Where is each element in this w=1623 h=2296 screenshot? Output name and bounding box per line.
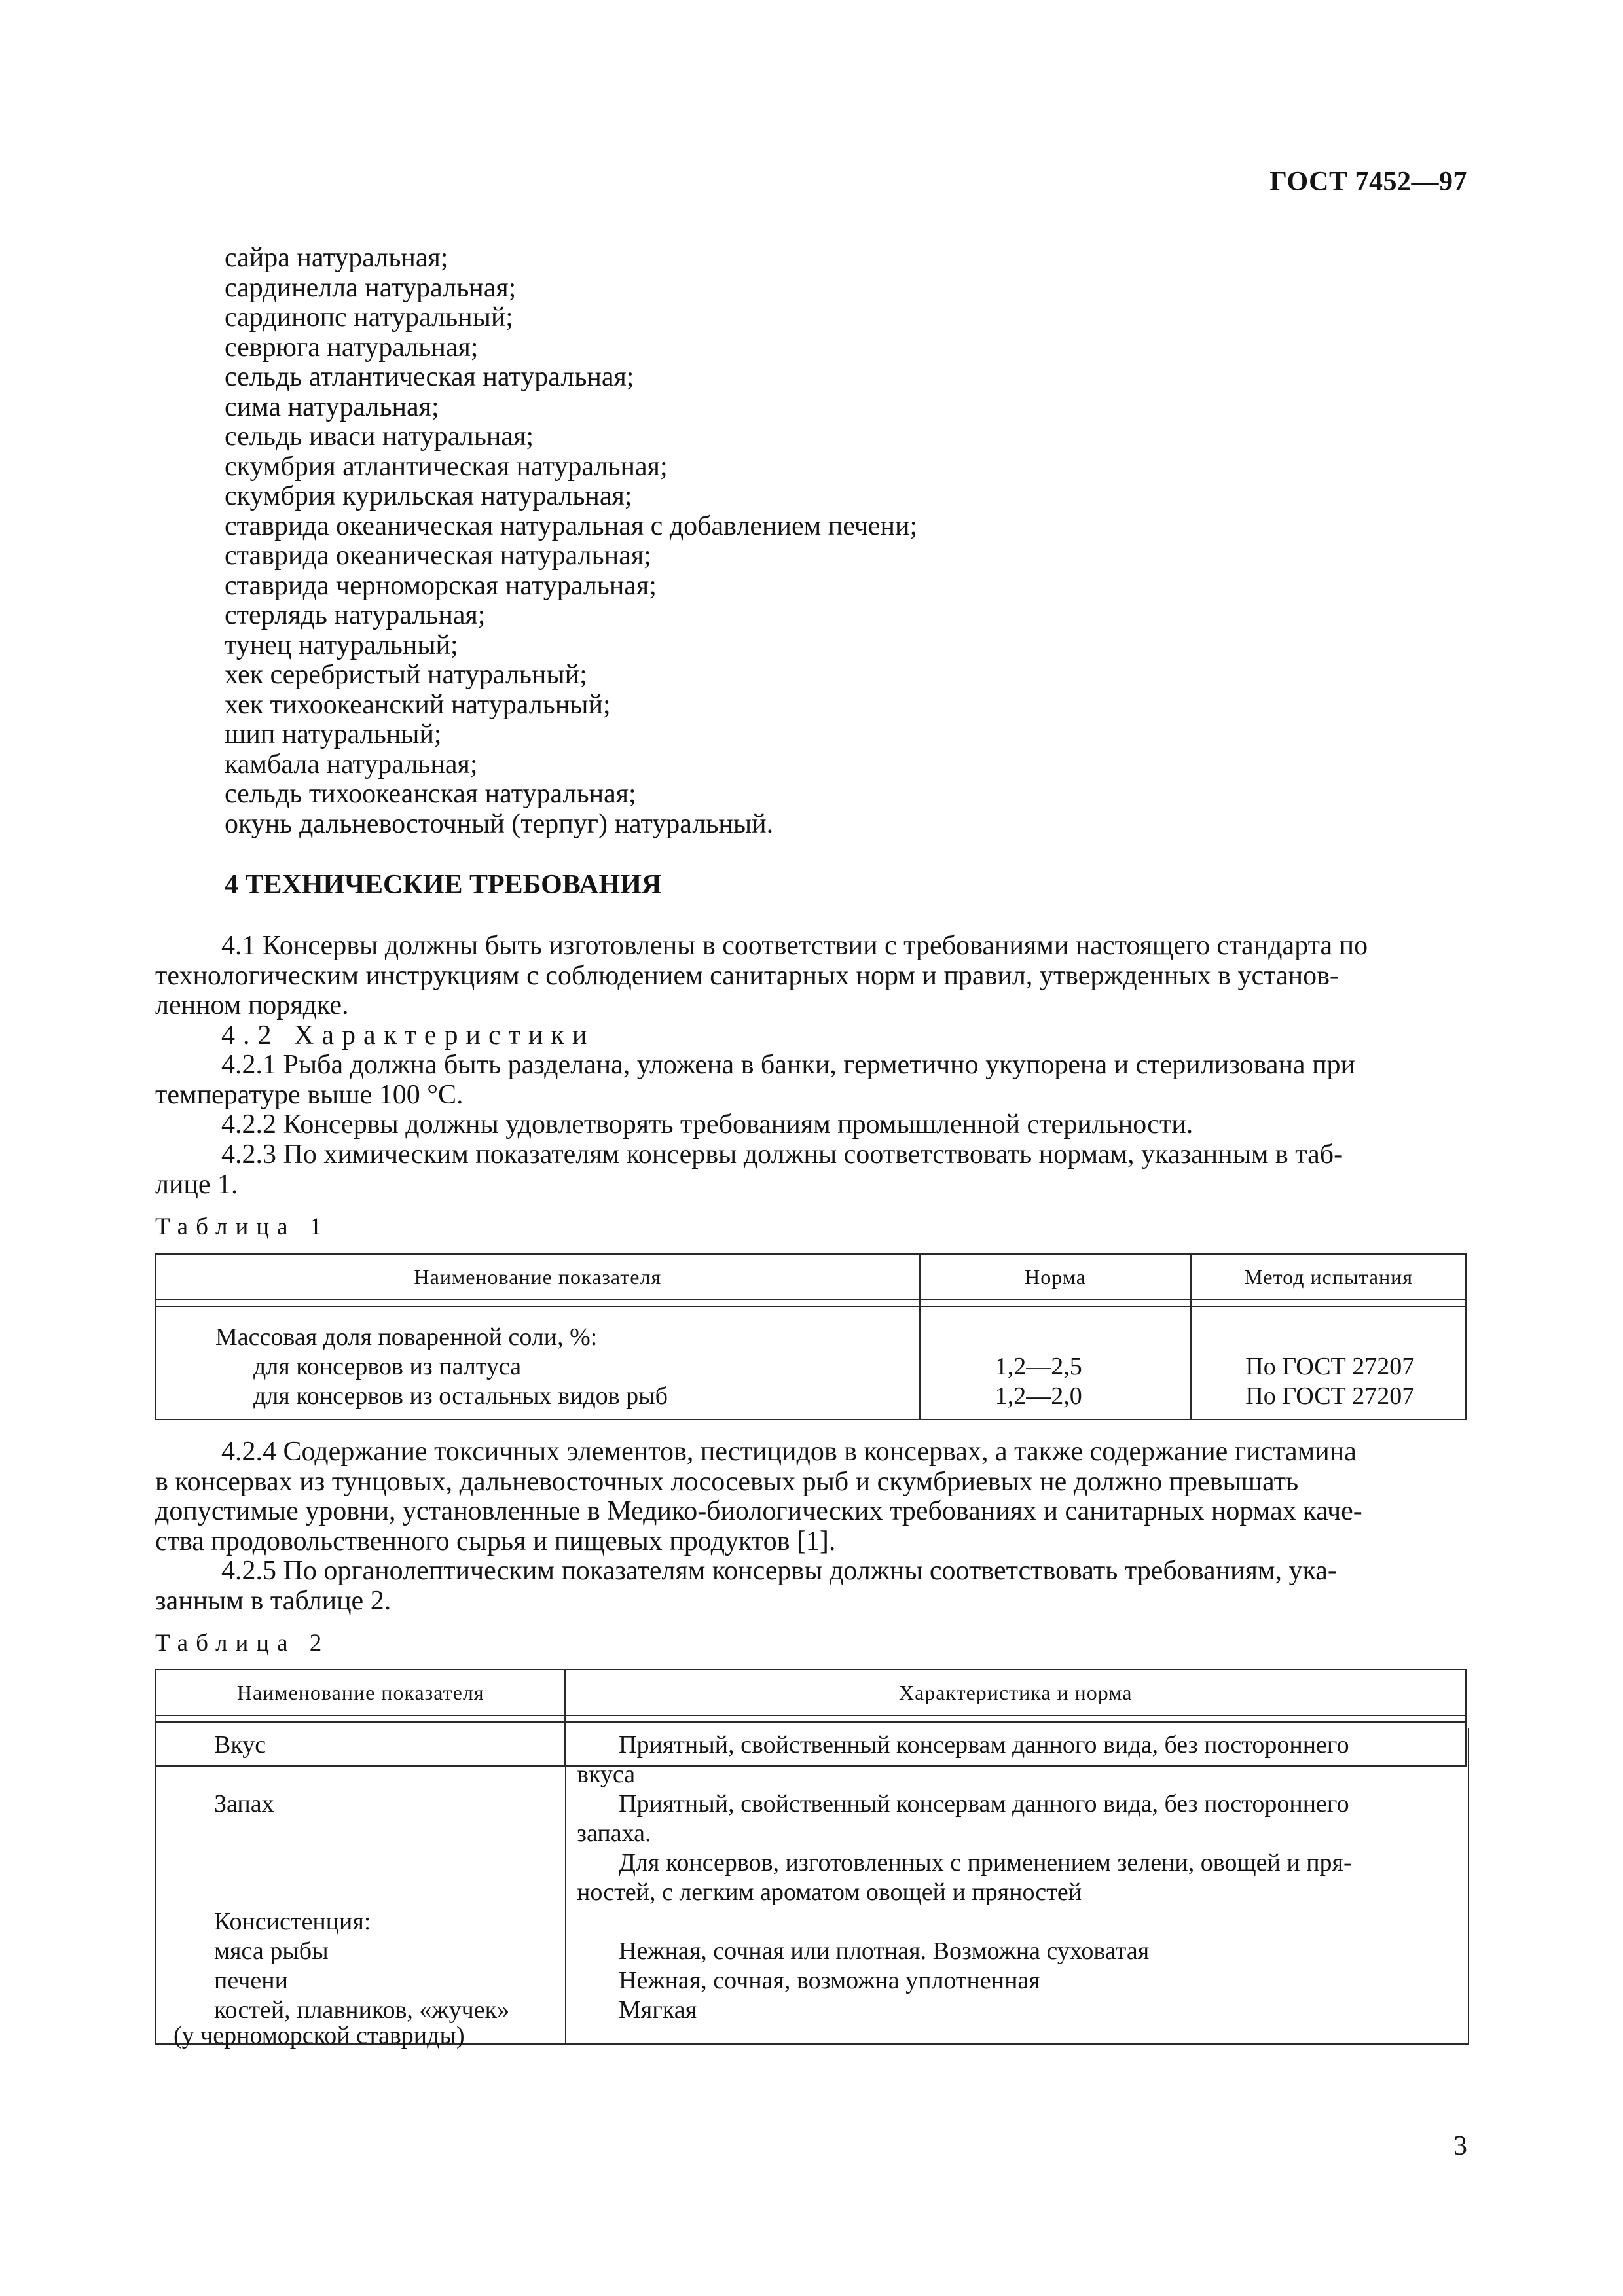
row-name: мяса рыбы [214, 1937, 329, 1965]
row-name: (у черноморской ставриды) [173, 2022, 465, 2049]
list-item: окунь дальневосточный (терпуг) натуральный. [225, 808, 774, 839]
norm-value: 1,2—2,0 [994, 1382, 1082, 1410]
list-item: скумбрия курильская натуральная; [225, 481, 632, 511]
list-item: сардинопс натуральный; [225, 302, 513, 332]
section-title: 4 ТЕХНИЧЕСКИЕ ТРЕБОВАНИЯ [225, 870, 662, 900]
paragraph-line: лице 1. [155, 1169, 238, 1200]
paragraph-line: ленном порядке. [155, 990, 349, 1020]
row-desc [577, 1731, 1453, 1789]
column-divider [565, 1728, 566, 2043]
paragraph-4-2-1 [155, 1050, 1466, 1110]
list-item: ставрида океаническая натуральная; [225, 541, 651, 571]
paragraph-line: 4.1 Консервы должны быть изготовлены в соответствии с требованиями настоящего стандарта по [221, 931, 1368, 961]
document-header: ГОСТ 7452—97 [1269, 167, 1467, 197]
list-item: сима натуральная; [225, 391, 439, 422]
list-item: камбала натуральная; [225, 749, 478, 780]
desc-line: запаха. [577, 1820, 651, 1847]
list-item: хек тихоокеанский натуральный; [225, 689, 611, 720]
paragraph-4-2-5 [155, 1556, 1466, 1616]
paragraph-line: 4.2.5 По органолептическим показателям консервы должны соответствовать требованиям, ука- [221, 1556, 1337, 1586]
row-name: Вкус [214, 1731, 266, 1759]
row-desc: Мягкая [619, 1996, 697, 2024]
paragraph-4-2 [155, 1021, 1466, 1051]
paragraph-4-1 [155, 931, 1466, 1021]
list-item: ставрида океаническая натуральная с добавлением печени; [225, 511, 918, 541]
list-item: тунец натуральный; [225, 630, 458, 660]
paragraph-line: занным в таблице 2. [155, 1585, 392, 1616]
row-name: Запах [214, 1790, 274, 1818]
table1-caption: Таблица 1 [155, 1213, 330, 1240]
list-item: шип натуральный; [225, 719, 442, 749]
list-item: скумбрия атлантическая натуральная; [225, 451, 668, 482]
row-desc: Нежная, сочная, возможна уплотненная [619, 1967, 1040, 1994]
row-name: для консервов из палтуса [253, 1353, 522, 1380]
table-header: Наименование показателя [156, 1670, 565, 1715]
row-name: костей, плавников, «жучек» [214, 1996, 510, 2024]
paragraph-4-2-4 [155, 1437, 1466, 1556]
page-number: 3 [1453, 2131, 1467, 2161]
norm-value: 1,2—2,5 [994, 1353, 1082, 1380]
list-item: сардинелла натуральная; [225, 272, 517, 303]
row-name: печени [214, 1967, 288, 1994]
table-cell [920, 1306, 1192, 1420]
table-header: Наименование показателя [156, 1254, 920, 1300]
table-header: Характеристика и норма [565, 1670, 1466, 1715]
paragraph-4-2-3 [155, 1140, 1466, 1200]
table2-caption: Таблица 2 [155, 1630, 330, 1657]
desc-line: Для консервов, изготовленных с применением зелени, овощей и пря- [619, 1849, 1352, 1876]
table-header: Норма [920, 1254, 1192, 1300]
desc-line: Приятный, свойственный консервам данного вида, без постороннего [619, 1790, 1349, 1818]
desc-line: ностей, с легким ароматом овощей и пряностей [577, 1878, 1082, 1906]
paragraph-line: 4.2.4 Содержание токсичных элементов, пестицидов в консервах, а также содержание гистамина [221, 1437, 1357, 1467]
table-cell [1191, 1306, 1466, 1420]
row-desc: Нежная, сочная или плотная. Возможна суховатая [619, 1937, 1150, 1965]
list-item: ставрида черноморская натуральная; [225, 570, 657, 601]
table-header: Метод испытания [1191, 1254, 1466, 1300]
paragraph-line: 4.2.2 Консервы должны удовлетворять требованиям промышленной стерильности. [221, 1109, 1194, 1139]
row-name: для консервов из остальных видов рыб [253, 1382, 668, 1410]
paragraph-line: технологическим инструкциям с соблюдением санитарных норм и правил, утвержденных в установ- [155, 960, 1339, 991]
table2-body [155, 1728, 1469, 2049]
table-cell [156, 1306, 920, 1420]
row-name: Консистенция: [214, 1908, 371, 1935]
desc-line: Приятный, свойственный консервам данного вида, без постороннего [619, 1731, 1349, 1759]
paragraph-line: 4.2.3 По химическим показателям консервы должны соответствовать нормам, указанным в таб- [221, 1139, 1343, 1170]
list-item: сельдь иваси натуральная; [225, 422, 534, 452]
list-item: сельдь атлантическая натуральная; [225, 362, 634, 392]
row-desc [577, 1789, 1453, 1907]
paragraph-line: температуре выше 100 °С. [155, 1079, 464, 1110]
method-value: По ГОСТ 27207 [1245, 1353, 1415, 1380]
list-item: севрюга натуральная; [225, 332, 479, 363]
list-item: хек серебристый натуральный; [225, 660, 587, 690]
paragraph-line: 4.2.1 Рыба должна быть разделана, уложена в банки, герметично укупорена и стерилизована при [221, 1050, 1356, 1080]
paragraph-line: в консервах из тунцовых, дальневосточных лососевых рыб и скумбриевых не должно превышать [155, 1466, 1299, 1497]
desc-line: вкуса [577, 1761, 636, 1788]
table-1 [155, 1253, 1467, 1420]
subsection-title: 4.2 Характеристики [221, 1020, 595, 1050]
list-item: стерлядь натуральная; [225, 600, 486, 630]
paragraph-4-2-2 [155, 1110, 1466, 1140]
paragraph-line: допустимые уровни, установленные в Медико-биологических требованиях и санитарных нормах каче- [155, 1496, 1362, 1526]
paragraph-line: ства продовольственного сырья и пищевых продуктов [1]. [155, 1526, 836, 1556]
group-label: Массовая доля поваренной соли, %: [215, 1323, 598, 1351]
list-item: сайра натуральная; [225, 243, 448, 273]
list-item: сельдь тихоокеанская натуральная; [225, 779, 636, 809]
product-list [225, 243, 917, 839]
method-value: По ГОСТ 27207 [1245, 1382, 1415, 1410]
